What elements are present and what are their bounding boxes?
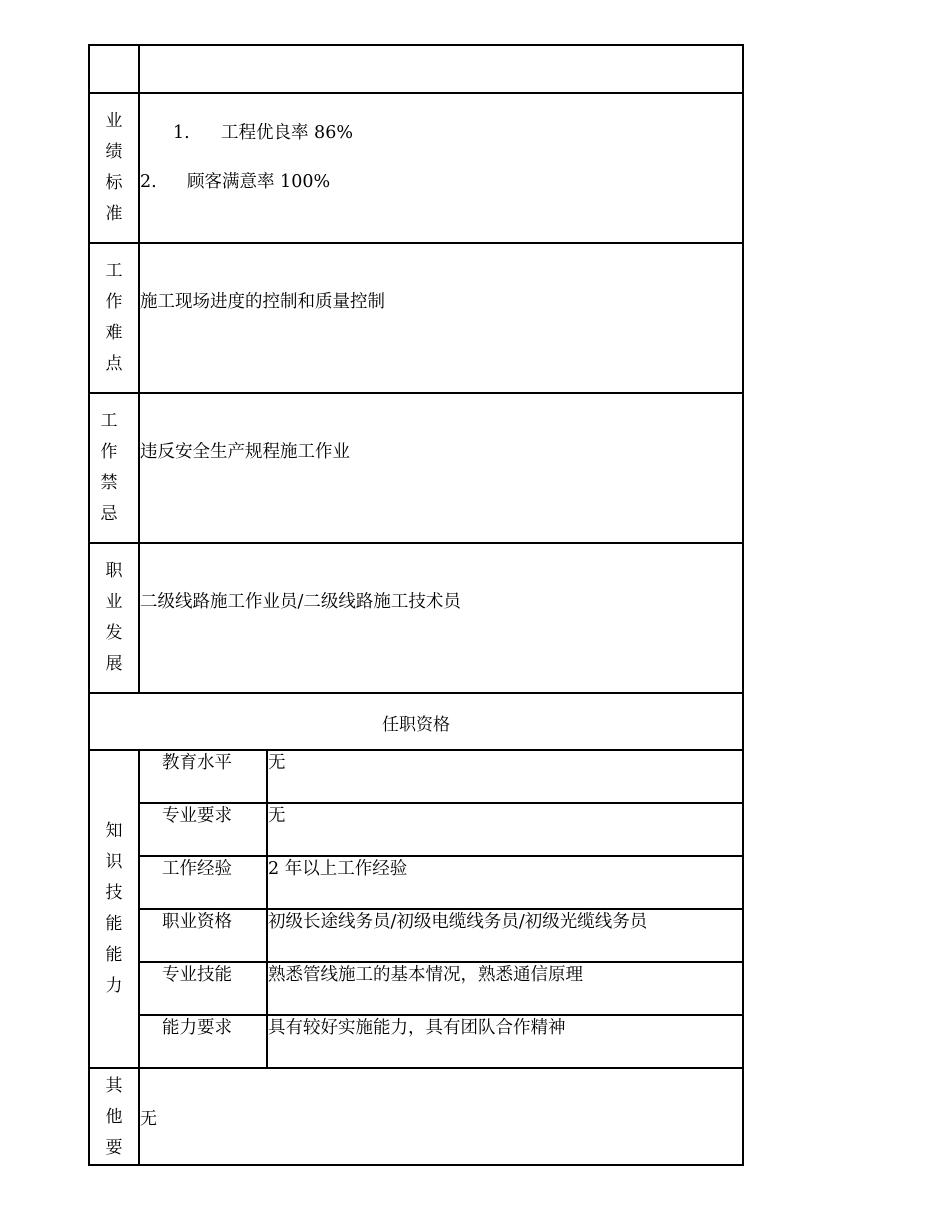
career-row — [89, 543, 743, 693]
difficulty-text: 施工现场进度的控制和质量控制 — [140, 292, 385, 312]
difficulty-content-cell — [139, 243, 743, 393]
knowledge-skills-content-cell — [139, 750, 743, 1068]
qualification-value: 2 年以上工作经验 — [268, 859, 408, 879]
career-text: 二级线路施工作业员/二级线路施工技术员 — [140, 592, 461, 612]
qualification-row — [140, 803, 742, 856]
other-value: 无 — [140, 1109, 157, 1129]
qualification-value: 无 — [268, 753, 286, 773]
taboo-label-cell — [89, 393, 139, 543]
knowledge-skills-row — [89, 750, 743, 1068]
qualification-label-cell — [140, 751, 267, 803]
qualification-label-cell — [140, 1015, 267, 1067]
performance-row — [89, 93, 743, 243]
qualifications-header: 任职资格 — [382, 714, 450, 735]
performance-item-2-text: 顾客满意率 100% — [187, 172, 331, 192]
qualification-value: 无 — [268, 806, 286, 826]
qualification-value-cell — [267, 962, 742, 1015]
difficulty-label-cell — [89, 243, 139, 393]
performance-item-2-number: 2. — [140, 172, 157, 192]
qualification-row — [140, 962, 742, 1015]
knowledge-skills-label-cell — [89, 750, 139, 1068]
qualifications-header-cell — [89, 693, 743, 750]
qualification-value-cell — [267, 909, 742, 962]
performance-label-cell — [89, 93, 139, 243]
qualification-label-cell — [140, 962, 267, 1015]
qualification-label-cell — [140, 803, 267, 856]
qualification-items-table — [140, 751, 742, 1067]
qualification-row — [140, 909, 742, 962]
career-content-cell — [139, 543, 743, 693]
qualification-value-cell — [267, 1015, 742, 1067]
other-label-cell — [89, 1068, 139, 1165]
qualification-row — [140, 1015, 742, 1067]
performance-label: 业绩标准 — [105, 111, 123, 224]
performance-item-2 — [140, 174, 330, 192]
performance-content-cell — [139, 93, 743, 243]
empty-top-row — [89, 45, 743, 93]
qualification-row — [140, 751, 742, 803]
qualification-label: 专业技能 — [162, 965, 232, 985]
career-label: 职业发展 — [105, 561, 123, 674]
qualification-label: 教育水平 — [162, 753, 232, 773]
qualification-label: 工作经验 — [162, 859, 232, 879]
taboo-row — [89, 393, 743, 543]
difficulty-label: 工作难点 — [105, 261, 123, 374]
qualification-label-cell — [140, 856, 267, 909]
other-label: 其他要 — [105, 1076, 123, 1158]
qualification-label: 能力要求 — [162, 1018, 232, 1038]
empty-content-cell — [139, 45, 743, 93]
other-content-cell — [139, 1068, 743, 1165]
taboo-label: 工作禁忌 — [100, 411, 118, 524]
qualification-row — [140, 856, 742, 909]
qualification-value: 具有较好实施能力，具有团队合作精神 — [268, 1018, 566, 1038]
performance-item-1-number: 1. — [173, 123, 190, 143]
knowledge-skills-label: 知识技能能力 — [105, 821, 123, 996]
job-description-table — [88, 44, 744, 1166]
performance-item-1 — [173, 125, 353, 143]
taboo-content-cell — [139, 393, 743, 543]
performance-item-1-text: 工程优良率 86% — [221, 123, 353, 143]
difficulty-row — [89, 243, 743, 393]
qualification-value-cell — [267, 803, 742, 856]
other-row — [89, 1068, 743, 1165]
qualification-value: 初级长途线务员/初级电缆线务员/初级光缆线务员 — [268, 912, 648, 932]
qualifications-header-row — [89, 693, 743, 750]
qualification-label: 专业要求 — [162, 806, 232, 826]
taboo-text: 违反安全生产规程施工作业 — [140, 442, 350, 462]
qualification-value-cell — [267, 751, 742, 803]
career-label-cell — [89, 543, 139, 693]
qualification-label-cell — [140, 909, 267, 962]
empty-label-cell — [89, 45, 139, 93]
qualification-value-cell — [267, 856, 742, 909]
qualification-value: 熟悉管线施工的基本情况，熟悉通信原理 — [268, 965, 583, 985]
qualification-label: 职业资格 — [162, 912, 232, 932]
